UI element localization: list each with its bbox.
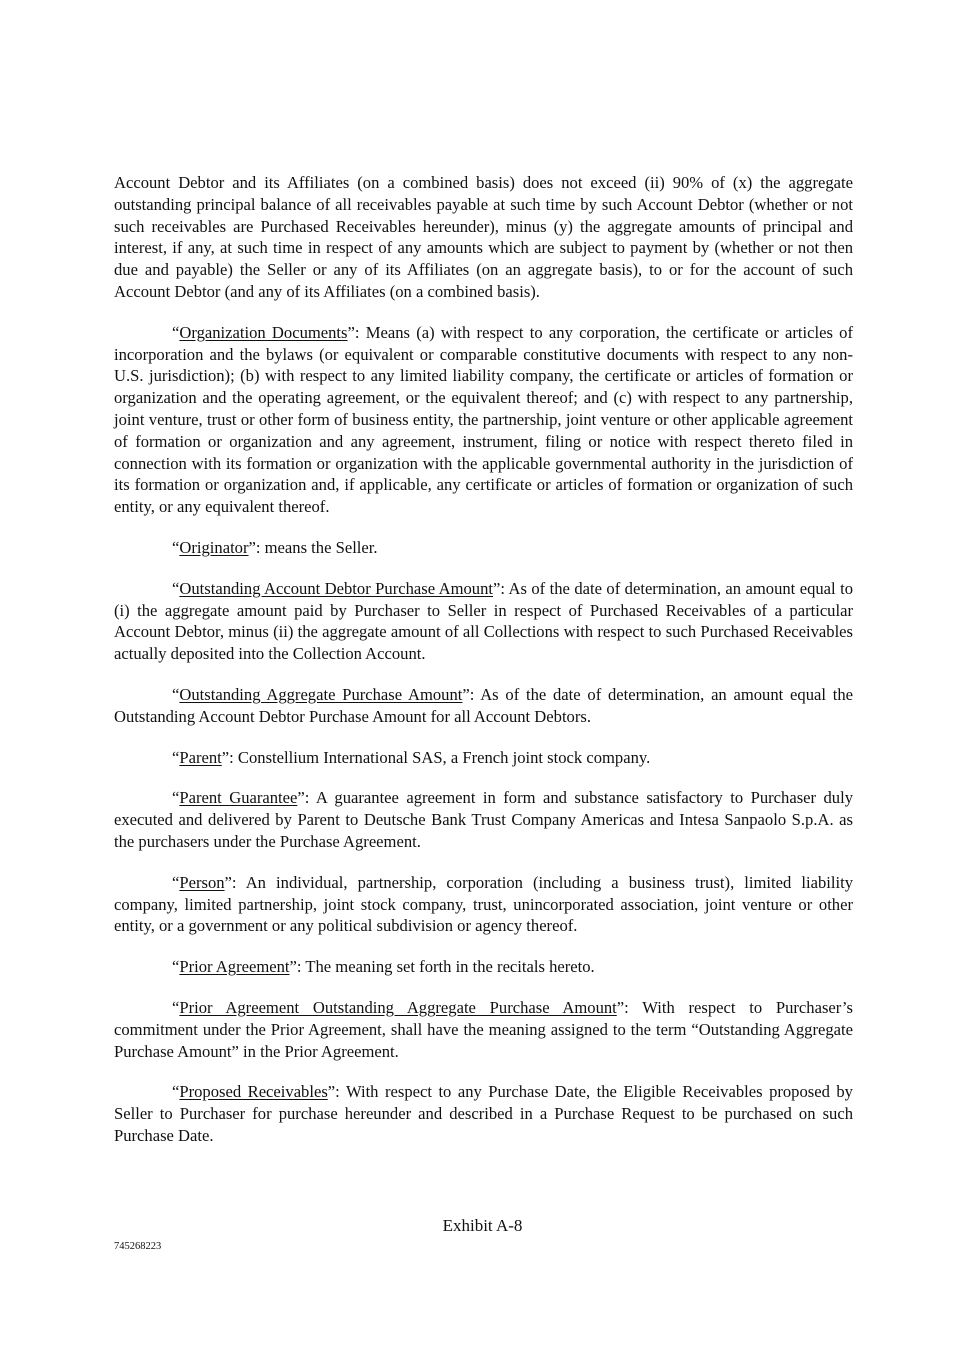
definition-text: means the Seller. bbox=[260, 537, 378, 557]
definition-text: Means (a) with respect to any corporation, the certificate or articles of incorporation and the bylaws (or equivalent or comparable constitutive documents with respect to any non-U.S. jurisdiction); (b) with respect to any limited liability company, the certificate or articles of formation or organization and the operating agreement, or the equivalent thereof; and (c) with respect to any partnership, joint venture, trust or other form of business entity, the partnership, joint venture or other applicable agreement of formation or organization and any agreement, instrument, filing or notice with respect thereto filed in connection with its formation or organization with the applicable governmental authority in the jurisdiction of its formation or organization and, if applicable, any certificate or articles of formation or organization of such entity, or any equivalent thereof. bbox=[114, 322, 853, 517]
defined-term: Parent bbox=[179, 747, 222, 767]
definition-text: As of the date of determination, an amount equal the Outstanding Account Debtor Purchase Amount for all Account Debtors. bbox=[114, 684, 853, 726]
defined-term: Prior Agreement Outstanding Aggregate Purchase Amount bbox=[179, 997, 617, 1017]
definition-proposed-receivables bbox=[114, 1081, 853, 1146]
definition-open-quote: “ bbox=[172, 322, 180, 342]
definition-open-quote: “ bbox=[172, 747, 180, 767]
definition-open-quote: “ bbox=[172, 684, 180, 704]
definition-close-quote: ”: bbox=[462, 684, 475, 704]
definition-originator bbox=[114, 537, 853, 559]
definition-parent-guarantee bbox=[114, 787, 853, 852]
definition-text: An individual, partnership, corporation (including a business trust), limited liability company, limited partnership, joint stock company, trust, unincorporated association, joint venture or other entity, or a government or any political subdivision or agency thereof. bbox=[114, 872, 853, 936]
opening-paragraph: Account Debtor and its Affiliates (on a combined basis) does not exceed (ii) 90% of (x) the aggregate outstanding principal balance of all receivables payable at such time by such Account Debtor (whether or not such receivables are Purchased Receivables hereunder), minus (y) the aggregate amounts of principal and interest, if any, at such time in respect of any amounts which are subject to payment by (whether or not then due and payable) the Seller or any of its Affiliates (on an aggregate basis), to or for the account of such Account Debtor (and any of its Affiliates (on a combined basis). bbox=[114, 173, 853, 301]
definition-close-quote: ”: bbox=[347, 322, 360, 342]
definition-close-quote: ”: bbox=[297, 788, 310, 808]
definition-text: The meaning set forth in the recitals hereto. bbox=[301, 957, 595, 977]
definition-open-quote: “ bbox=[172, 957, 180, 977]
defined-term: Prior Agreement bbox=[179, 957, 290, 977]
definition-person bbox=[114, 872, 853, 937]
definition-open-quote: “ bbox=[172, 997, 180, 1017]
definition-close-quote: ”: bbox=[493, 578, 505, 598]
defined-term: Proposed Receivables bbox=[179, 1082, 328, 1102]
definition-close-quote: ”: bbox=[327, 1082, 340, 1102]
definition-close-quote: ”: bbox=[616, 997, 629, 1017]
definition-prior-agreement-outstanding-aggregate-purchase-amount bbox=[114, 997, 853, 1062]
defined-term: Parent Guarantee bbox=[179, 788, 298, 808]
definition-close-quote: ”: bbox=[289, 957, 302, 977]
definition-open-quote: “ bbox=[172, 578, 180, 598]
definition-text: A guarantee agreement in form and substance satisfactory to Purchaser duly executed and delivered by Parent to Deutsche Bank Trust Company Americas and Intesa Sanpaolo S.p.A. as the purchasers under the Purchase Agreement. bbox=[114, 788, 853, 851]
definition-text: Constellium International SAS, a French joint stock company. bbox=[233, 747, 651, 767]
defined-term: Originator bbox=[179, 537, 249, 557]
definition-open-quote: “ bbox=[172, 788, 180, 808]
exhibit-page-label: Exhibit A-8 bbox=[442, 1216, 523, 1235]
defined-term: Organization Documents bbox=[179, 322, 348, 342]
definition-text: With respect to any Purchase Date, the Eligible Receivables proposed by Seller to Purchaser for purchase hereunder and described in a Purchase Request to be purchased on such Purchase Date. bbox=[114, 1082, 853, 1145]
definition-open-quote: “ bbox=[172, 872, 180, 892]
definition-close-quote: ”: bbox=[224, 872, 237, 892]
definition-open-quote: “ bbox=[172, 537, 180, 557]
document-number: 745268223 bbox=[114, 1241, 162, 1252]
definition-close-quote: ”: bbox=[221, 747, 234, 767]
definition-close-quote: ”: bbox=[248, 537, 261, 557]
document-body bbox=[114, 172, 853, 1166]
definition-prior-agreement bbox=[114, 956, 853, 978]
defined-term: Outstanding Account Debtor Purchase Amount bbox=[179, 578, 493, 598]
definition-parent bbox=[114, 747, 853, 769]
definition-open-quote: “ bbox=[172, 1082, 180, 1102]
definition-outstanding-aggregate-purchase-amount bbox=[114, 684, 853, 728]
definition-outstanding-account-debtor-purchase-amount bbox=[114, 578, 853, 665]
defined-term: Outstanding Aggregate Purchase Amount bbox=[179, 684, 463, 704]
defined-term: Person bbox=[179, 872, 225, 892]
definition-text: With respect to Purchaser’s commitment under the Prior Agreement, shall have the meaning assigned to the term “Outstanding Aggregate Purchase Amount” in the Prior Agreement. bbox=[114, 997, 853, 1061]
definition-organization-documents bbox=[114, 322, 853, 518]
definition-text: As of the date of determination, an amount equal to (i) the aggregate amount paid by Purchaser to Seller in respect of Purchased Receivables of a particular Account Debtor, minus (ii) the aggregate amount of all Collections with respect to such Purchased Receivables actually deposited into the Collection Account. bbox=[114, 578, 853, 664]
